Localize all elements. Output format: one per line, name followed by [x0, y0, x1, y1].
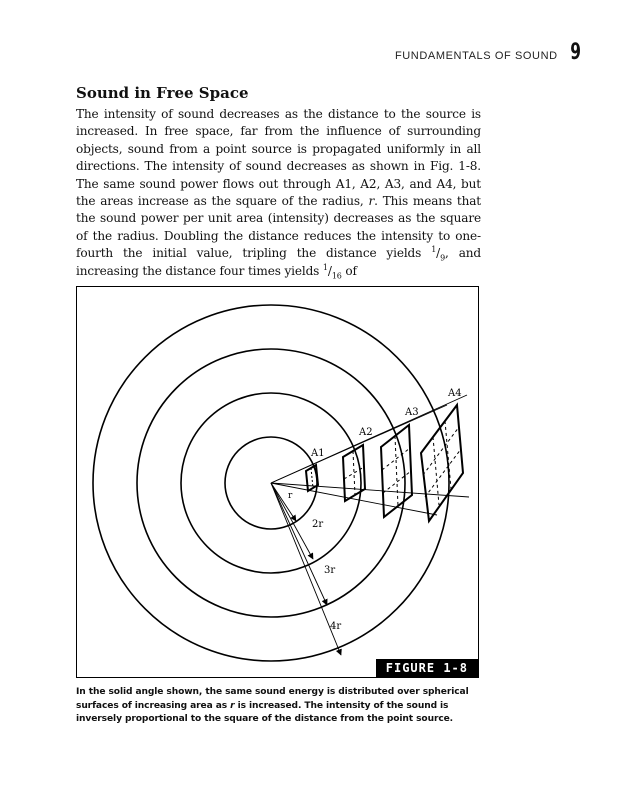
- running-title: FUNDAMENTALS OF SOUND: [394, 50, 558, 62]
- running-header: [395, 42, 583, 64]
- figure-caption: In the solid angle shown, the same sound energy is distributed over spherical surfaces of increasing area as r is increased. The intensity of the sound is inversely proportional to the square of the distance from the point source.: [76, 687, 469, 724]
- body-paragraph: The intensity of sound decreases as the distance to the source is increased. In free space, far from the influence of surrounding objects, sound from a point source is propagated uniformly in all directions. The intensity of sound decreases as shown in Fig. 1-8. The same sound power flows out through A1, A2, A3, and A4, but the areas increase as the square of the radius, r. This means that the sound power per unit area (intensity) decreases as the square of the radius. Doubling the distance reduces the intensity to one-fourth the initial value, tripling the distance yields $^1/_9$, and increasing the distance four times yields $^1/_{16}$ of: [76, 107, 482, 281]
- label-a3: A3: [405, 407, 419, 418]
- label-a1: A1: [311, 448, 325, 459]
- figure-label: FIGURE 1-8: [376, 659, 478, 677]
- page-number: 9: [569, 40, 581, 65]
- surface-a4: [421, 405, 463, 521]
- label-4r: 4r: [330, 621, 342, 632]
- section-heading: Sound in Free Space: [76, 84, 249, 102]
- surface-a2: [343, 445, 365, 501]
- label-2r: 2r: [312, 519, 324, 530]
- label-r: r: [288, 491, 293, 501]
- radius-arrow-r: [271, 483, 296, 521]
- label-a2: A2: [359, 427, 373, 438]
- label-3r: 3r: [324, 565, 336, 576]
- cone-lines: [271, 395, 469, 515]
- figure-1-8: [76, 286, 479, 678]
- label-a4: A4: [448, 388, 462, 399]
- surface-a3: [381, 425, 412, 517]
- sound-spread-diagram: [77, 287, 479, 678]
- radius-arrow-3r: [271, 483, 327, 605]
